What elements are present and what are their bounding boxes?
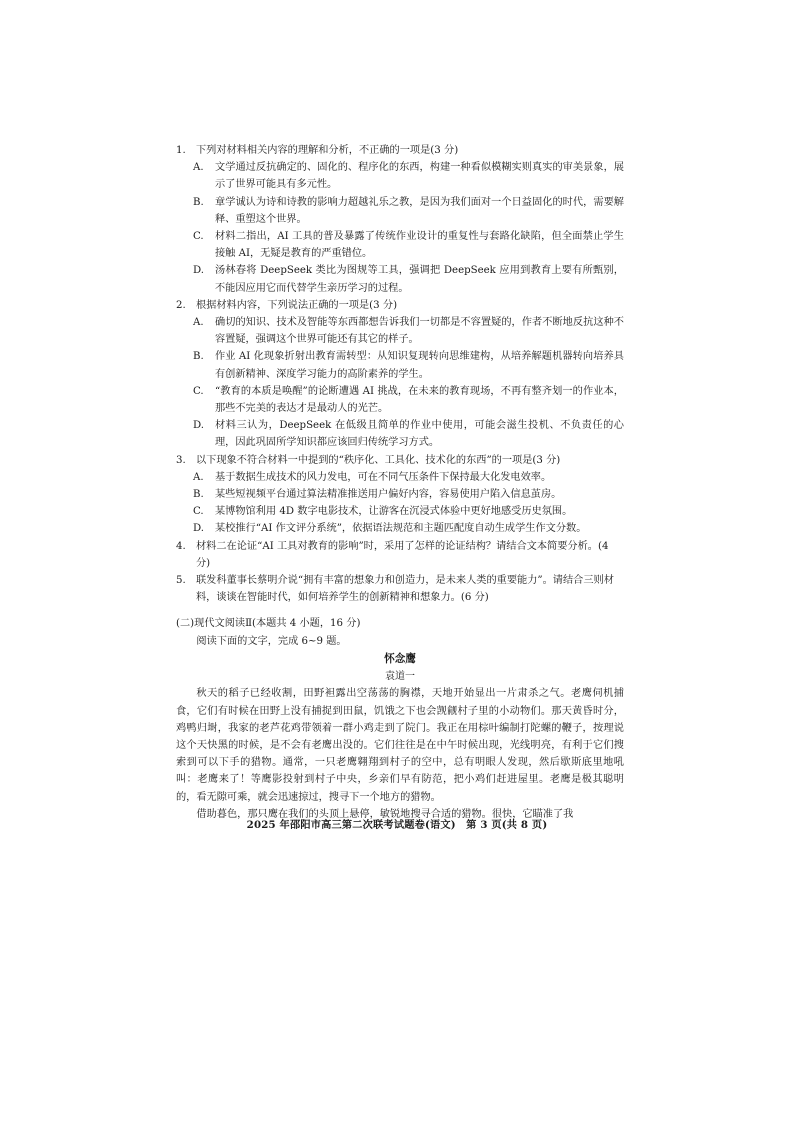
question-number: 5. xyxy=(176,575,186,587)
answer-option xyxy=(193,486,624,503)
answer-option xyxy=(193,520,624,537)
answer-option xyxy=(193,228,624,262)
answer-option xyxy=(193,348,624,382)
answer-option xyxy=(193,159,624,193)
option-letter: D. xyxy=(193,420,205,432)
passage-paragraph-1: 秋天的稻子已经收割，田野袒露出空荡荡的胸襟，天地开始显出一片肃杀之气。老鹰伺机捕食，它们有时候在田野上没有捕捉到田鼠，饥饿之下也会觊觎村子里的小动物们。那天黄昏时分，鸡鸭归埘，我家的老芦花鸡带领着一群小鸡走到了院门。我正在用棕叶编制打陀螺的鞭子，按理说这个天快黑的时候，是不会有老鹰出没的。它们往往是在中午时候出现，光线明亮，有利于它们搜索到可以下手的猎物。通常，一只老鹰翱翔到村子的空中，总有明眼人发现，然后歇斯底里地吼叫：老鹰来了！等鹰影投射到村子中央，乡亲们早有防范，把小鸡们赶进屋里。老鹰是极其聪明的，看无隙可乘，就会迅速掠过，搜寻下一个地方的猎物。 xyxy=(176,688,624,803)
option-text: 章学诚认为诗和诗教的影响力超越礼乐之教，是因为我们面对一个日益固化的时代，需要解释、重塑这个世界。 xyxy=(215,196,624,225)
question-stem-row xyxy=(176,538,624,572)
answer-option xyxy=(193,417,624,451)
option-letter: A. xyxy=(193,471,204,483)
option-letter: A. xyxy=(193,317,204,329)
question-stem-row xyxy=(176,142,624,159)
option-list xyxy=(193,159,624,297)
option-text: 文学通过反抗确定的、固化的、程序化的东西，构建一种看似模糊实则真实的审美景象，展示了世界可能具有多元性。 xyxy=(215,162,624,191)
question xyxy=(176,142,624,297)
question-stem: 下列对材料相关内容的理解和分析，不正确的一项是(3 分) xyxy=(196,145,459,156)
question-stem: 根据材料内容，下列说法正确的一项是(3 分) xyxy=(196,299,398,311)
option-text: 材料二指出，AI 工具的普及暴露了传统作业设计的重复性与套路化缺陷，但全面禁止学生接触 AI，无疑是教育的严重错位。 xyxy=(215,231,624,260)
passage-title: 怀念鹰 xyxy=(384,652,416,665)
passage-paragraph-2: 借助暮色，那只鹰在我们的头顶上悬停，敏锐地搜寻合适的猎物。很快，它瞄准了我 xyxy=(196,808,574,820)
page-footer: 2025 年邵阳市高三第二次联考试题卷(语文) 第 3 页(共 8 页) xyxy=(246,819,548,831)
question xyxy=(176,572,624,606)
option-letter: A. xyxy=(193,162,204,174)
question-number: 1. xyxy=(176,145,186,156)
page-content xyxy=(176,142,624,823)
section-instruction: 阅读下面的文字，完成 6~9 题。 xyxy=(196,635,347,647)
section-heading: (二)现代文阅读Ⅱ(本题共 4 小题，16 分) xyxy=(176,618,361,630)
option-text: 某校推行“AI 作文评分系统”，依据语法规范和主题匹配度自动生成学生作文分数。 xyxy=(215,523,587,535)
option-letter: B. xyxy=(193,351,204,363)
option-letter: D. xyxy=(193,265,205,277)
option-text: 材料三认为，DeepSeek 在低级且简单的作业中使用，可能会滋生投机、不负责任的心理，因此巩固所学知识都应该回归传统学习方式。 xyxy=(215,420,624,449)
option-text: 确切的知识、技术及智能等东西都想告诉我们一切都是不容置疑的，作者不断地反抗这种不容置疑，强调这个世界可能还有其它的样子。 xyxy=(215,317,624,346)
option-text: 某些短视频平台通过算法精准推送用户偏好内容，容易使用户陷入信息茧房。 xyxy=(215,489,562,501)
option-list xyxy=(193,469,624,538)
question-number: 4. xyxy=(176,540,186,552)
option-letter: B. xyxy=(193,489,204,501)
option-text: “教育的本质是唤醒”的论断遭遇 AI 挑战，在未来的教育现场，不再有整齐划一的作业本，那些不完美的表达才是最动人的光芒。 xyxy=(215,385,624,415)
question xyxy=(176,538,624,572)
option-letter: D. xyxy=(193,523,205,535)
question-list xyxy=(176,142,624,606)
option-list xyxy=(193,314,624,452)
question-stem-row xyxy=(176,572,624,606)
question xyxy=(176,452,624,538)
passage-author: 袁道一 xyxy=(385,671,415,683)
option-letter: C. xyxy=(193,385,204,397)
question-stem: 以下现象不符合材料一中提到的“秩序化、工具化、技术化的东西”的一项是(3 分) xyxy=(196,454,561,466)
answer-option xyxy=(193,383,624,417)
question xyxy=(176,297,624,452)
answer-option xyxy=(193,262,624,296)
answer-option xyxy=(193,314,624,348)
option-text: 作业 AI 化现象折射出教育需转型：从知识复现转向思维建构，从培养解题机器转向培养具有创新精神、深度学习能力的高阶素养的学生。 xyxy=(215,351,624,380)
question-stem-row xyxy=(176,452,624,469)
answer-option xyxy=(193,194,624,228)
question-number: 2. xyxy=(176,299,186,311)
answer-option xyxy=(193,503,624,520)
answer-option xyxy=(193,469,624,486)
question-stem-row xyxy=(176,297,624,314)
question-stem: 联发科董事长蔡明介说“拥有丰富的想象力和创造力，是未来人类的重要能力”。请结合三则材料，谈谈在智能时代，如何培养学生的创新精神和想象力。(6 分) xyxy=(196,575,614,604)
question-stem: 材料二在论证“AI 工具对教育的影响”时，采用了怎样的论证结构？请结合文本简要分析。(4 分) xyxy=(196,540,609,569)
option-text: 某博物馆利用 4D 数字电影技术，让游客在沉浸式体验中更好地感受历史氛围。 xyxy=(215,506,573,518)
option-letter: B. xyxy=(193,196,204,208)
question-number: 3. xyxy=(176,454,186,466)
option-letter: C. xyxy=(193,231,204,243)
option-text: 基于数据生成技术的风力发电，可在不同气压条件下保持最大化发电效率。 xyxy=(215,471,552,483)
option-text: 汤林春将 DeepSeek 类比为图规等工具，强调把 DeepSeek 应用到教育上要有所甄别，不能因应用它而代替学生亲历学习的过程。 xyxy=(215,265,624,294)
option-letter: C. xyxy=(193,506,204,518)
